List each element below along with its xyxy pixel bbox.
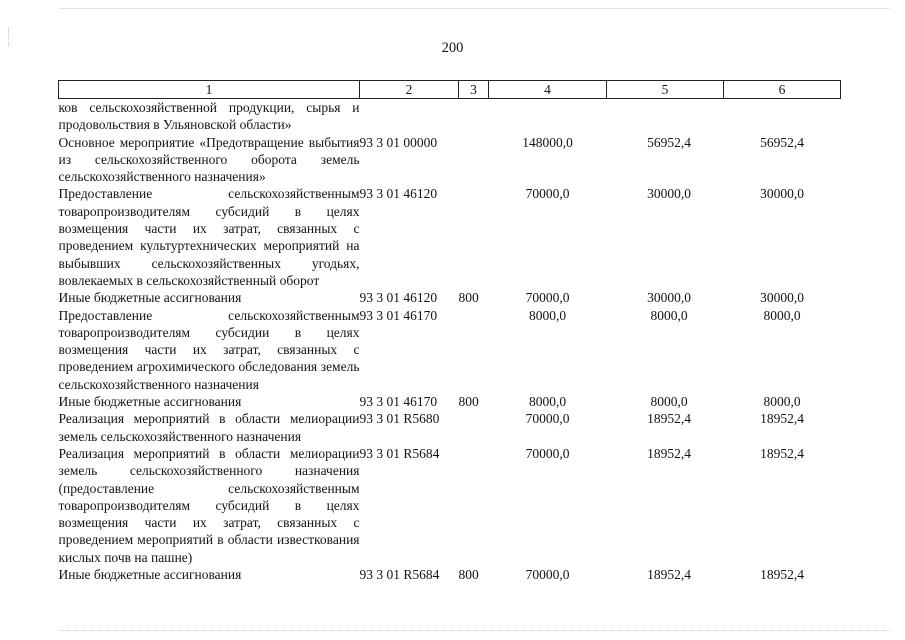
row-description: Иные бюджетные ассигнования <box>58 394 242 410</box>
row-target-code: 93 3 01 46120 <box>359 186 438 202</box>
row-expense-type <box>459 307 489 393</box>
budget-table <box>58 80 841 583</box>
row-amount-col4: 8000,0 <box>528 307 567 323</box>
table-row <box>59 134 841 186</box>
row-amount-col6: 18952,4 <box>760 567 804 583</box>
row-expense-type: 800 <box>458 290 479 306</box>
scan-border-bottom <box>60 630 890 632</box>
row-expense-type <box>459 99 489 134</box>
header-col-5: 5 <box>607 81 724 99</box>
row-amount-col4: 70000,0 <box>525 186 570 202</box>
row-amount-col5: 8000,0 <box>650 394 688 410</box>
table-row <box>59 99 841 134</box>
row-expense-type <box>459 185 489 289</box>
table-row <box>59 307 841 393</box>
row-target-code: 93 3 01 46120 <box>359 290 438 306</box>
row-expense-type: 800 <box>458 567 479 583</box>
row-amount-col5: 30000,0 <box>647 186 691 202</box>
row-description: ков сельскохозяйственной продукции, сырья и продовольствия в Ульяновской области» <box>58 100 360 133</box>
row-amount-col6: 8000,0 <box>763 307 801 323</box>
row-target-code: 93 3 01 46170 <box>359 307 438 323</box>
table-row <box>59 185 841 289</box>
scan-border-top <box>60 8 890 10</box>
row-amount-col5: 8000,0 <box>650 307 688 323</box>
row-description: Предоставление сельскохозяйственным товаропроизводителям субсидий в целях возмещения части их затрат, связанных с проведением культуртехнических мероприятий на выбывших сельскохозяйственных угодьях, вовлекаемых в сельскохозяйственный оборот <box>58 186 360 288</box>
table-body <box>59 99 841 584</box>
table-row <box>59 445 841 566</box>
row-description: Реализация мероприятий в области мелиорации земель сельскохозяйственного назначения <box>58 411 360 444</box>
table-header <box>59 81 841 99</box>
row-description: Иные бюджетные ассигнования <box>58 290 242 306</box>
row-amount-col4: 70000,0 <box>525 567 570 583</box>
row-amount-col6: 30000,0 <box>760 290 804 306</box>
row-description: Предоставление сельскохозяйственным товаропроизводителям субсидии в целях возмещения части их затрат, связанных с проведением агрохимического обследования земель сельскохозяйственного назначения <box>58 307 360 392</box>
row-amount-col4: 8000,0 <box>528 394 567 410</box>
header-col-2: 2 <box>360 81 459 99</box>
row-target-code: 93 3 01 00000 <box>359 134 438 150</box>
row-expense-type <box>459 410 489 445</box>
row-amount-col4: 70000,0 <box>525 290 570 306</box>
header-col-1: 1 <box>59 81 360 99</box>
row-expense-type: 800 <box>458 394 479 410</box>
row-amount-col4: 70000,0 <box>525 445 570 461</box>
row-amount-col4: 70000,0 <box>525 411 570 427</box>
page-number: 200 <box>441 40 464 56</box>
row-description: Реализация мероприятий в области мелиорации земель сельскохозяйственного назначения (предоставление сельскохозяйственным товаропроизводителям субсидий в целях возмещения части их затрат, связанных с проведением мероприятий в области известкования кислых почв на пашне) <box>58 445 360 565</box>
row-amount-col5 <box>607 99 724 134</box>
row-amount-col6: 30000,0 <box>760 186 804 202</box>
row-amount-col6: 18952,4 <box>760 411 804 427</box>
row-amount-col4 <box>489 99 607 134</box>
row-target-code: 93 3 01 46170 <box>359 394 438 410</box>
row-target-code: 93 3 01 R5684 <box>359 567 440 583</box>
table-row <box>59 393 841 410</box>
row-description: Иные бюджетные ассигнования <box>58 567 242 583</box>
row-amount-col5: 30000,0 <box>647 290 691 306</box>
row-amount-col5: 18952,4 <box>647 411 691 427</box>
row-expense-type <box>459 445 489 566</box>
row-target-code: 93 3 01 R5680 <box>359 411 440 427</box>
table-row <box>59 410 841 445</box>
header-row <box>59 81 841 99</box>
row-target-code: 93 3 01 R5684 <box>359 445 440 461</box>
row-amount-col6: 18952,4 <box>760 445 804 461</box>
row-description: Основное мероприятие «Предотвращение выбытия из сельскохозяйственного оборота земель сельскохозяйственного назначения» <box>58 134 360 185</box>
row-expense-type <box>459 134 489 186</box>
row-amount-col6: 8000,0 <box>763 394 801 410</box>
header-col-4: 4 <box>489 81 607 99</box>
row-amount-col5: 18952,4 <box>647 567 691 583</box>
row-target-code <box>360 99 459 134</box>
table-row <box>59 289 841 306</box>
row-amount-col6: 56952,4 <box>760 134 804 150</box>
row-amount-col4: 148000,0 <box>522 134 573 150</box>
row-amount-col5: 18952,4 <box>647 445 691 461</box>
table-row <box>59 566 841 583</box>
row-amount-col6 <box>724 99 841 134</box>
header-col-3: 3 <box>459 81 489 99</box>
header-col-6: 6 <box>724 81 841 99</box>
row-amount-col5: 56952,4 <box>647 134 691 150</box>
